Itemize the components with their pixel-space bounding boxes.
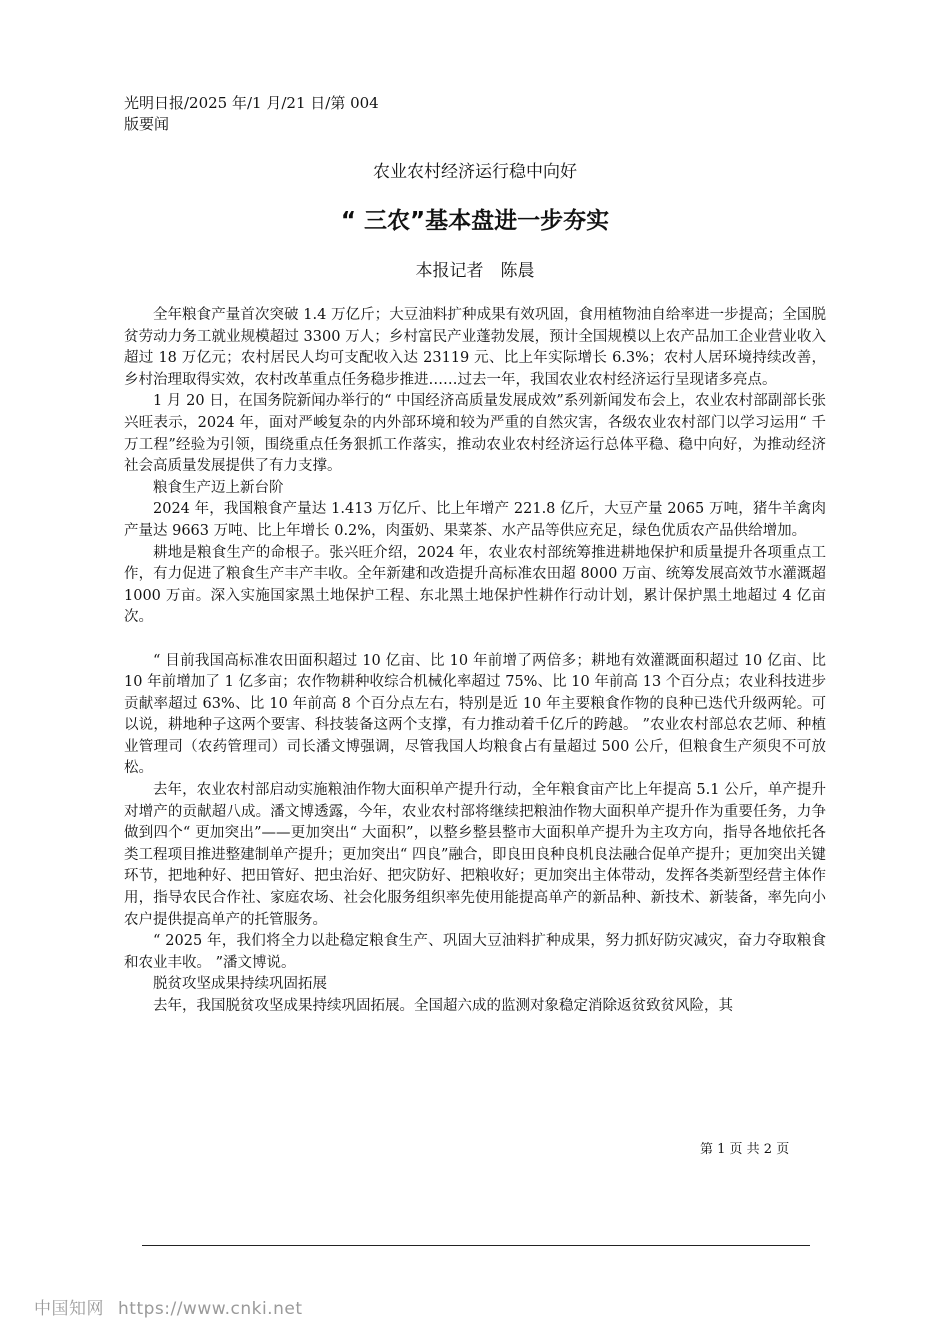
article-subtitle: 农业农村经济运行稳中向好 — [373, 162, 577, 182]
paragraph: 2024 年，我国粮食产量达 1.413 万亿斤、比上年增产 221.8 亿斤，大豆产量 2065 万吨，猪牛羊禽肉产量达 9663 万吨、比上年增长 0.2%，肉蛋奶、果菜茶、水产品等供应充足，绿色优质农产品供给增加。 — [124, 501, 826, 539]
section-heading-grain: 粮食生产迈上新台阶 — [153, 479, 284, 496]
footer-divider — [142, 1245, 810, 1246]
watermark-url: https://www.cnki.net — [118, 1299, 303, 1319]
source-line-1: 光明日报/2025 年/1 月/21 日/第 004 — [124, 94, 379, 112]
paragraph: 去年，我国脱贫攻坚成果持续巩固拓展。全国超六成的监测对象稳定消除返贫致贫风险，其 — [153, 998, 733, 1014]
paragraph: 1 月 20 日，在国务院新闻办举行的“ 中国经济高质量发展成效”系列新闻发布会上，农业农村部副部长张兴旺表示，2024 年，面对严峻复杂的内外部环境和较为严重的自然灾害，各级农业农村部门以学习运用“ 千万工程”经验为引领，围绕重点任务狠抓工作落实，推动农业农村经济运行总体平稳、稳中向好，为推动经济社会高质量发展提供了有力支撑。 — [124, 393, 826, 475]
watermark-brand: 中国知网 — [34, 1299, 104, 1319]
paragraph-quote: “ 目前我国高标准农田面积超过 10 亿亩、比 10 年前增了两倍多；耕地有效灌溉面积超过 10 亿亩、比 10 年前增加了 1 亿多亩；农作物耕种收综合机械化率超过 75%、比 10 年前高 13 个百分点；农业科技进步贡献率超过 63%、比 10 年前高 8 个百分点左右，特别是近 10 年主要粮食作物的良种已迭代升级两轮。可以说，耕地种子这两个要害、科技装备这两个支撑，有力推动着千亿斤的跨越。 ”农业农村部总农艺师、种植业管理司（农药管理司）司长潘文博强调，尽管我国人均粮食占有量超过 500 公斤，但粮食生产须臾不可放松。 — [124, 652, 826, 777]
article-body — [124, 305, 826, 1018]
paragraph: 去年，农业农村部启动实施粮油作物大面积单产提升行动，全年粮食亩产比上年提高 5.1 公斤，单产提升对增产的贡献超八成。潘文博透露，今年，农业农村部将继续把粮油作物大面积单产提升作为重要任务，力争做到四个“ 更加突出”——更加突出“ 大面积”，以整乡整县整市大面积单产提升为主攻方向，指导各地依托各类工程项目推进整建制单产提升；更加突出“ 四良”融合，即良田良种良机良法融合促单产提升；更加突出关键环节，把地种好、把田管好、把虫治好、把灾防好、把粮收好；更加突出主体带动，发挥各类新型经营主体作用，指导农民合作社、家庭农场、社会化服务组织率先使用能提高单产的新品种、新技术、新装备，率先向小农户提供提高单产的托管服务。 — [124, 782, 826, 928]
article-byline: 本报记者 陈晨 — [415, 261, 535, 281]
article-headline: “ 三农”基本盘进一步夯实 — [340, 208, 610, 234]
page-number: 第 1 页 共 2 页 — [700, 1142, 790, 1157]
paragraph: 耕地是粮食生产的命根子。张兴旺介绍，2024 年，农业农村部统筹推进耕地保护和质量提升各项重点工作，有力促进了粮食生产丰产丰收。全年新建和改造提升高标准农田超 8000 万亩、统筹发展高效节水灌溉超 1000 万亩。深入实施国家黑土地保护工程、东北黑土地保护性耕作行动计划，累计保护黑土地超过 4 亿亩次。 — [124, 544, 826, 626]
section-heading-poverty: 脱贫攻坚成果持续巩固拓展 — [153, 976, 327, 993]
source-line-2: 版要闻 — [124, 115, 170, 133]
source-info — [124, 93, 379, 135]
paragraph-lead: 全年粮食产量首次突破 1.4 万亿斤；大豆油料扩种成果有效巩固，食用植物油自给率进一步提高；全国脱贫劳动力务工就业规模超过 3300 万人；乡村富民产业蓬勃发展，预计全国规模以上农产品加工企业营业收入超过 18 万亿元；农村居民人均可支配收入达 23119 元、比上年实际增长 6.3%；农村人居环境持续改善，乡村治理取得实效，农村改革重点任务稳步推进……过去一年，我国农业农村经济运行呈现诸多亮点。 — [124, 307, 826, 388]
paragraph-quote: “ 2025 年，我们将全力以赴稳定粮食生产、巩固大豆油料扩种成果，努力抓好防灾减灾，奋力夺取粮食和农业丰收。 ”潘文博说。 — [124, 933, 826, 971]
cnki-watermark — [34, 1294, 302, 1319]
